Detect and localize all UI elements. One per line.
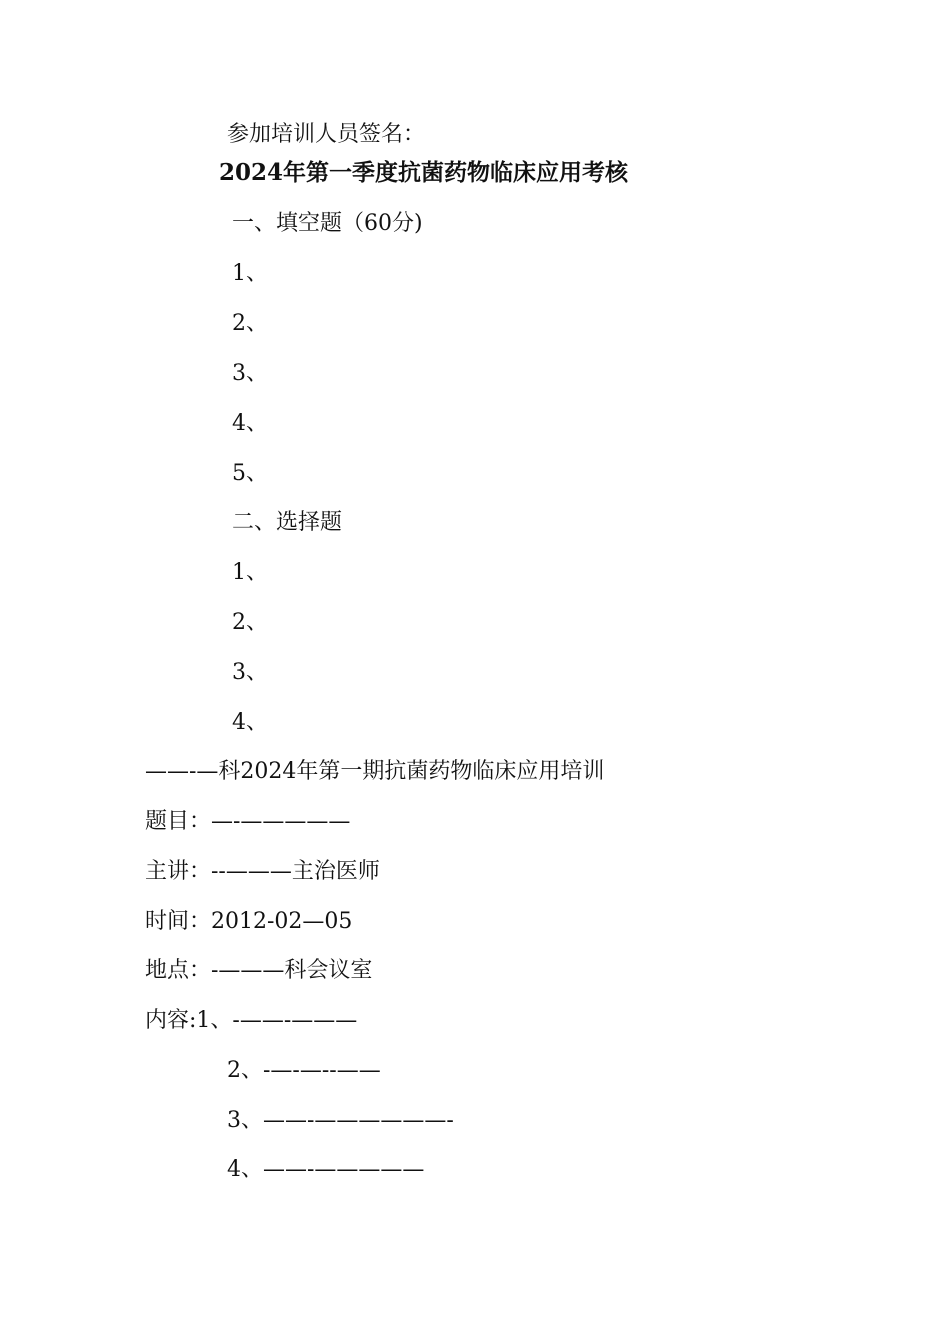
training-content-item-2: 2、-—-—--—— (227, 1058, 381, 1083)
choice-item-1: 1、 (232, 560, 268, 585)
training-content-item-3: 3、——-——————- (227, 1108, 454, 1133)
training-topic: 题目：—-————— (145, 809, 351, 834)
fill-blank-item-4: 4、 (232, 411, 268, 436)
section-fill-blank-heading: 一、填空题（60分) (232, 211, 423, 236)
exam-title: 2024年第一季度抗菌药物临床应用考核 (219, 159, 629, 186)
training-location: 地点：-———科会议室 (145, 958, 373, 983)
training-header: ——-—科2024年第一期抗菌药物临床应用培训 (145, 759, 605, 784)
choice-item-2: 2、 (232, 610, 268, 635)
signature-label: 参加培训人员签名： (227, 122, 426, 147)
fill-blank-item-2: 2、 (232, 311, 268, 336)
section-choice-heading: 二、选择题 (232, 510, 343, 535)
fill-blank-item-5: 5、 (232, 461, 268, 486)
fill-blank-item-3: 3、 (232, 361, 268, 386)
training-time: 时间：2012-02—05 (145, 909, 353, 934)
fill-blank-item-1: 1、 (232, 261, 268, 286)
training-speaker: 主讲：--———主治医师 (145, 859, 380, 884)
choice-item-4: 4、 (232, 710, 268, 735)
training-content-item-4: 4、——-————— (227, 1157, 425, 1182)
choice-item-3: 3、 (232, 660, 268, 685)
training-content-item-1: 内容:1、-——-——— (145, 1008, 358, 1033)
